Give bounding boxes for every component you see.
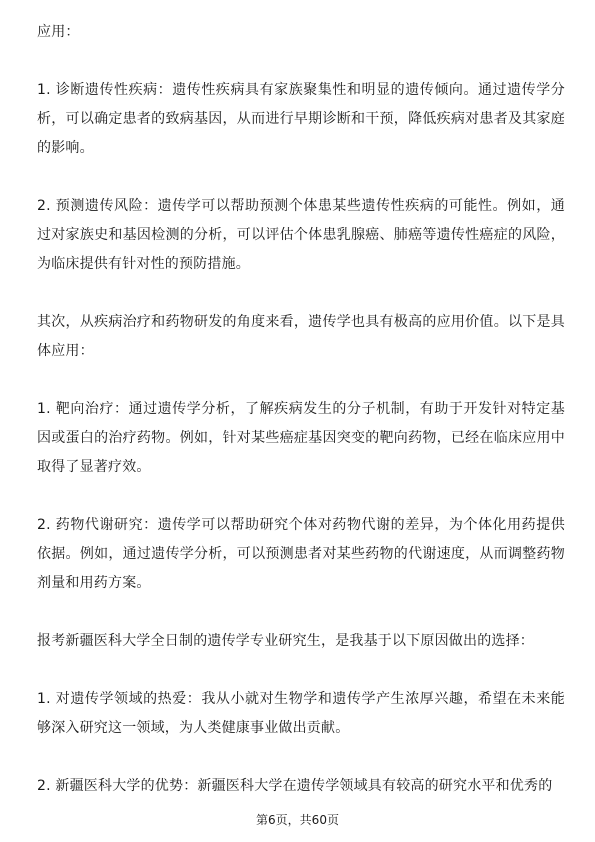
paragraph-passion-for-genetics: 1. 对遗传学领域的热爱：我从小就对生物学和遗传学产生浓厚兴趣，希望在未来能够深入研究这一领域，为人类健康事业做出贡献。 — [37, 691, 565, 736]
paragraph-diagnose-genetic-disease: 1. 诊断遗传性疾病：遗传性疾病具有家族聚集性和明显的遗传倾向。通过遗传学分析，可以确定患者的致病基因，从而进行早期诊断和干预，降低疾病对患者及其家庭的影响。 — [37, 82, 565, 156]
document-body — [37, 18, 565, 801]
paragraph-drug-metabolism: 2. 药物代谢研究：遗传学可以帮助研究个体对药物代谢的差异，为个体化用药提供依据。例如，通过遗传学分析，可以预测患者对某些药物的代谢速度，从而调整药物剂量和用药方案。 — [37, 517, 565, 591]
paragraph-gap — [37, 656, 565, 685]
paragraph-gap — [37, 598, 565, 627]
paragraph-university-advantage: 2. 新疆医科大学的优势：新疆医科大学在遗传学领域具有较高的研究水平和优秀的 — [37, 778, 553, 794]
page-footer — [0, 812, 595, 828]
paragraph-treatment-intro: 其次，从疾病治疗和药物研发的角度来看，遗传学也具有极高的应用价值。以下是具体应用： — [37, 314, 565, 359]
paragraph-application-heading: 应用： — [37, 24, 80, 40]
paragraph-gap — [37, 163, 565, 192]
page-number: 第6页，共60页 — [256, 813, 339, 827]
paragraph-targeted-therapy: 1. 靶向治疗：通过遗传学分析，了解疾病发生的分子机制，有助于开发针对特定基因或蛋白的治疗药物。例如，针对某些癌症基因突变的靶向药物，已经在临床应用中取得了显著疗效。 — [37, 401, 565, 475]
paragraph-gap — [37, 743, 565, 772]
paragraph-gap — [37, 482, 565, 511]
paragraph-application-reason-intro: 报考新疆医科大学全日制的遗传学专业研究生，是我基于以下原因做出的选择： — [37, 633, 534, 649]
paragraph-gap — [37, 47, 565, 76]
paragraph-gap — [37, 366, 565, 395]
paragraph-predict-genetic-risk: 2. 预测遗传风险：遗传学可以帮助预测个体患某些遗传性疾病的可能性。例如，通过对家族史和基因检测的分析，可以评估个体患乳腺癌、肺癌等遗传性癌症的风险，为临床提供有针对性的预防措施。 — [37, 198, 565, 272]
paragraph-gap — [37, 279, 565, 308]
